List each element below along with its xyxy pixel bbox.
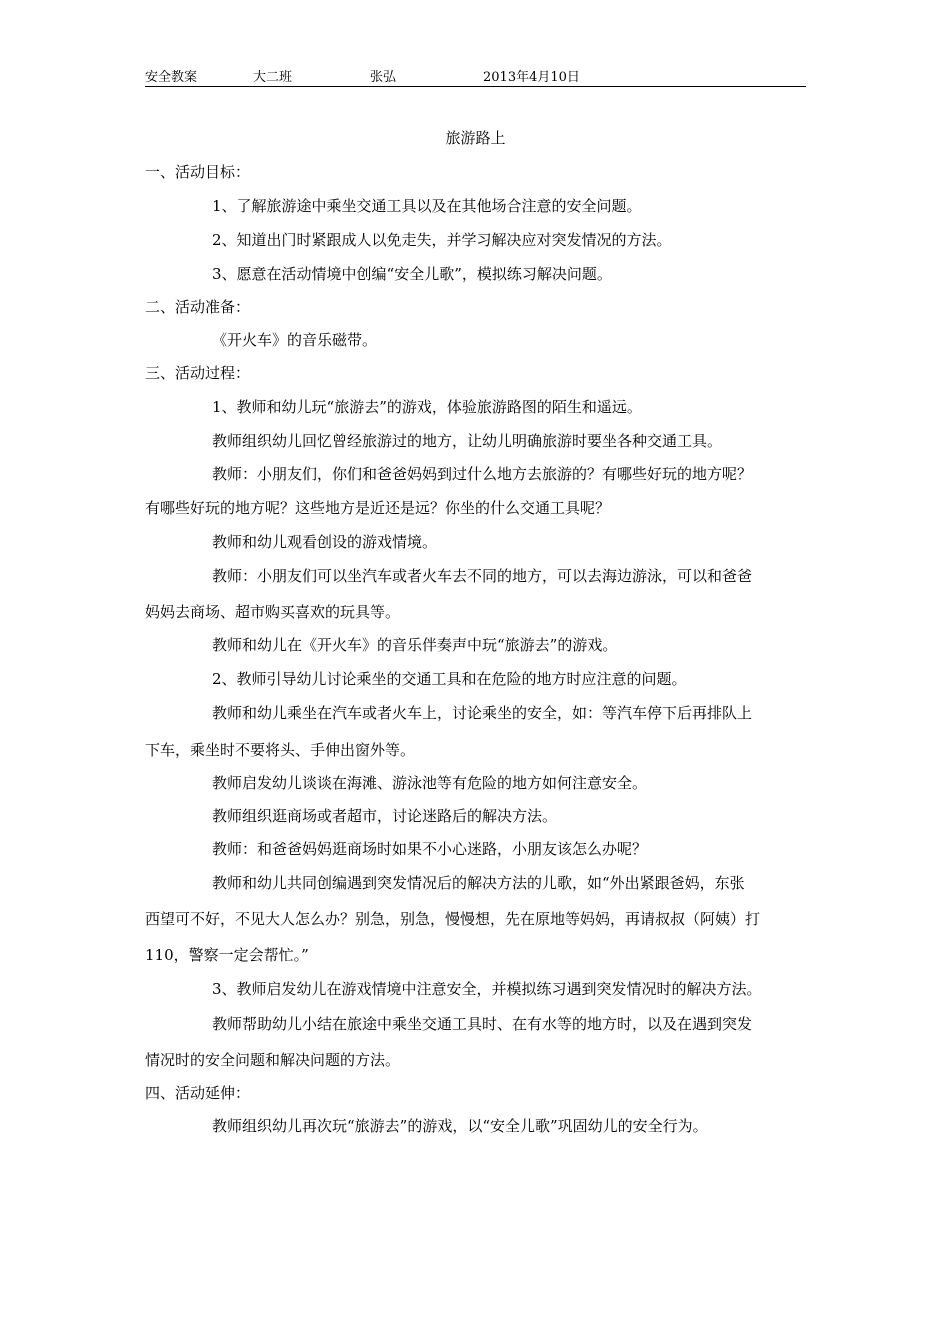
process-line: 1、教师和幼儿玩“旅游去”的游戏，体验旅游路图的陌生和遥远。 xyxy=(212,398,642,416)
process-line: 情况时的安全问题和解决问题的方法。 xyxy=(145,1051,401,1069)
goal-item: 1、了解旅游途中乘坐交通工具以及在其他场合注意的安全问题。 xyxy=(212,197,642,215)
process-line: 教师和幼儿在《开火车》的音乐伴奏声中玩“旅游去”的游戏。 xyxy=(212,636,618,654)
section-heading-process: 三、活动过程： xyxy=(145,364,251,382)
process-line: 教师和幼儿乘坐在汽车或者火车上，讨论乘坐的安全，如：等汽车停下后再排队上 xyxy=(212,704,753,722)
lesson-type: 安全教案 xyxy=(145,70,198,85)
document-title: 旅游路上 xyxy=(445,129,506,147)
process-line: 西望可不好，不见大人怎么办？别急，别急，慢慢想，先在原地等妈妈，再请叔叔（阿姨）打 xyxy=(145,910,761,928)
process-line: 教师：小朋友们可以坐汽车或者火车去不同的地方，可以去海边游泳，可以和爸爸 xyxy=(212,567,753,585)
process-line: 110，警察一定会帮忙。” xyxy=(145,946,309,964)
section-heading-extension: 四、活动延伸： xyxy=(145,1084,251,1102)
process-line: 妈妈去商场、超市购买喜欢的玩具等。 xyxy=(145,603,401,621)
goal-item: 3、愿意在活动情境中创编“安全儿歌”，模拟练习解决问题。 xyxy=(212,265,612,283)
extension-item: 教师组织幼儿再次玩“旅游去”的游戏，以“安全儿歌”巩固幼儿的安全行为。 xyxy=(212,1117,708,1135)
class-name: 大二班 xyxy=(253,70,293,85)
lesson-date: 2013年4月10日 xyxy=(483,70,580,85)
prep-item: 《开火车》的音乐磁带。 xyxy=(212,331,378,349)
process-line: 3、教师启发幼儿在游戏情境中注意安全，并模拟练习遇到突发情况时的解决方法。 xyxy=(212,980,762,998)
process-line: 教师：小朋友们，你们和爸爸妈妈到过什么地方去旅游的？有哪些好玩的地方呢？ xyxy=(212,465,753,483)
process-line: 教师启发幼儿谈谈在海滩、游泳池等有危险的地方如何注意安全。 xyxy=(212,774,648,792)
process-line: 2、教师引导幼儿讨论乘坐的交通工具和在危险的地方时应注意的问题。 xyxy=(212,670,687,688)
process-line: 下车，乘坐时不要将头、手伸出窗外等。 xyxy=(145,741,416,759)
process-line: 有哪些好玩的地方呢？这些地方是近还是远？你坐的什么交通工具呢？ xyxy=(145,499,611,517)
page-header xyxy=(145,66,806,87)
teacher-name: 张弘 xyxy=(370,70,397,85)
process-line: 教师和幼儿观看创设的游戏情境。 xyxy=(212,533,438,551)
section-heading-prep: 二、活动准备： xyxy=(145,298,251,316)
goal-item: 2、知道出门时紧跟成人以免走失，并学习解决应对突发情况的方法。 xyxy=(212,231,672,249)
section-heading-goals: 一、活动目标： xyxy=(145,163,251,181)
process-line: 教师帮助幼儿小结在旅途中乘坐交通工具时、在有水等的地方时，以及在遇到突发 xyxy=(212,1015,753,1033)
process-line: 教师和幼儿共同创编遇到突发情况后的解决方法的儿歌，如“外出紧跟爸妈，东张 xyxy=(212,874,745,892)
process-line: 教师组织幼儿回忆曾经旅游过的地方，让幼儿明确旅游时要坐各种交通工具。 xyxy=(212,432,723,450)
process-line: 教师：和爸爸妈妈逛商场时如果不小心迷路，小朋友该怎么办呢？ xyxy=(212,840,648,858)
process-line: 教师组织逛商场或者超市，讨论迷路后的解决方法。 xyxy=(212,807,558,825)
